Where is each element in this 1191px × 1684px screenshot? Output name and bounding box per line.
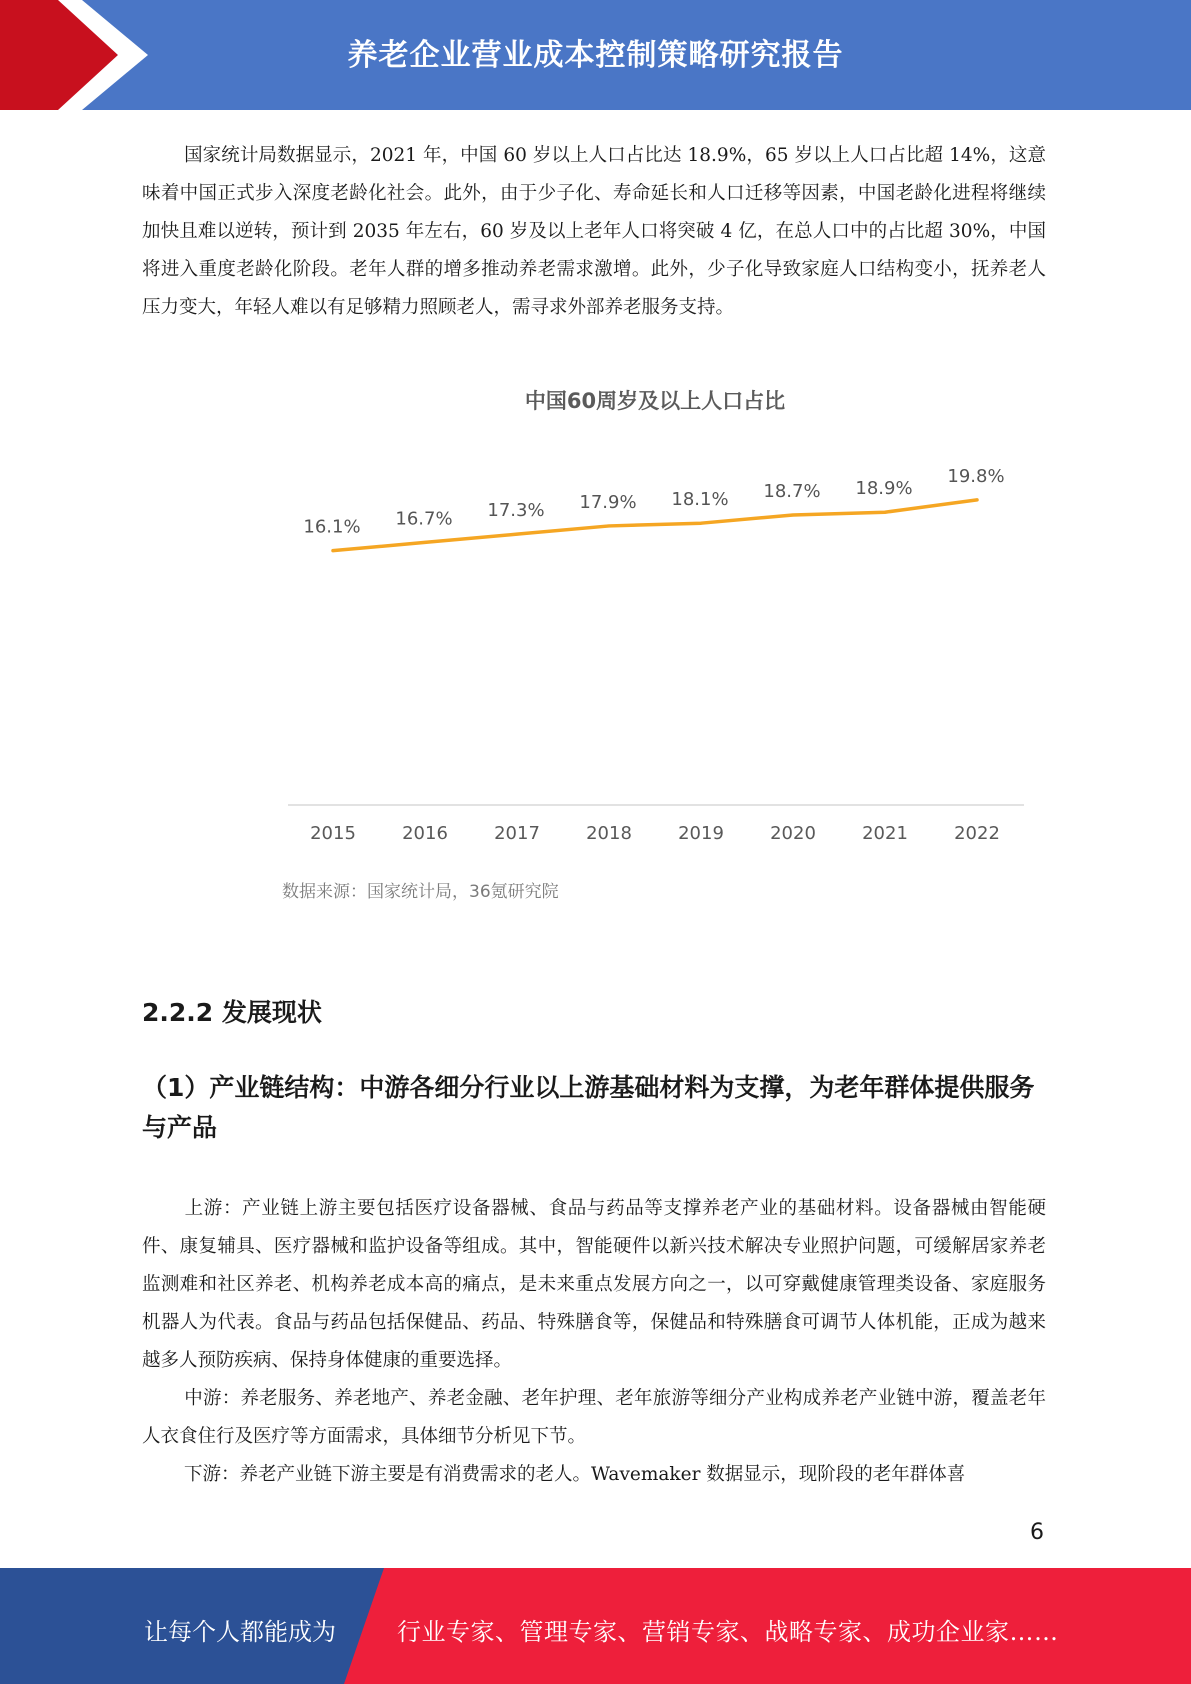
data-point xyxy=(792,513,795,516)
upstream-text: 上游：产业链上游主要包括医疗设备器械、食品与药品等支撑养老产业的基础材料。设备器械由智能硬件、康复辅具、医疗器械和监护设备等组成。其中，智能硬件以新兴技术解决专业照护问题，可缓解居家养老监测难和社区养老、机构养老成本高的痛点，是未来重点发展方向之一，以可穿戴健康管理类设备、家庭服务机器人为代表。食品与药品包括保健品、药品、特殊膳食等，保健品和特殊膳食可调节人体机能，正成为越来越多人预防疾病、保持身体健康的重要选择。 xyxy=(142,1198,1046,1371)
data-label: 16.7% xyxy=(395,508,453,530)
data-point xyxy=(332,549,335,552)
footer-slogan: 让每个人都能成为 xyxy=(144,1618,336,1646)
x-tick-label: 2016 xyxy=(402,823,448,844)
data-point xyxy=(700,522,703,525)
chart-source: 数据来源：国家统计局，36氪研究院 xyxy=(282,882,559,902)
data-point xyxy=(424,541,427,544)
upstream-paragraph xyxy=(142,1190,1046,1380)
downstream-paragraph xyxy=(142,1456,1046,1494)
data-label: 19.8% xyxy=(947,465,1005,487)
data-point xyxy=(884,511,887,514)
x-tick-label: 2019 xyxy=(678,823,724,844)
midstream-paragraph xyxy=(142,1380,1046,1456)
x-tick-label: 2020 xyxy=(770,823,816,844)
population-chart xyxy=(270,375,1030,905)
data-label: 17.3% xyxy=(487,500,545,522)
page-footer xyxy=(0,1568,1191,1684)
subsection-heading: （1）产业链结构：中游各细分行业以上游基础材料为支撑，为老年群体提供服务与产品 xyxy=(142,1073,1035,1142)
data-point xyxy=(976,498,979,501)
footer-roles: 行业专家、管理专家、营销专家、战略专家、成功企业家…… xyxy=(397,1618,1059,1646)
data-point xyxy=(516,533,519,536)
intro-text: 国家统计局数据显示，2021 年，中国 60 岁以上人口占比达 18.9%，65 岁以上人口占比超 14%，这意味着中国正式步入深度老龄化社会。此外，由于少子化、寿命延长和人口迁移等因素，中国老龄化进程将继续加快且难以逆转，预计到 2035 年左右，60 岁及以上老年人口将突破 4 亿，在总人口中的占比超 30%，中国将进入重度老龄化阶段。老年人群的增多推动养老需求激增。此外，少子化导致家庭人口结构变小，抚养老人压力变大，年轻人难以有足够精力照顾老人，需寻求外部养老服务支持。 xyxy=(142,145,1046,318)
data-label: 18.7% xyxy=(763,480,821,502)
report-title: 养老企业营业成本控制策略研究报告 xyxy=(347,38,844,73)
data-label: 18.9% xyxy=(855,478,913,500)
intro-paragraph xyxy=(142,137,1046,327)
downstream-text: 下游：养老产业链下游主要是有消费需求的老人。Wavemaker 数据显示，现阶段的老年群体喜 xyxy=(184,1464,966,1485)
chart-title: 中国60周岁及以上人口占比 xyxy=(524,389,786,413)
page-header xyxy=(0,0,1191,110)
x-tick-label: 2017 xyxy=(494,823,540,844)
page-number: 6 xyxy=(1030,1520,1044,1545)
x-tick-label: 2021 xyxy=(862,823,908,844)
x-tick-label: 2018 xyxy=(586,823,632,844)
data-label: 18.1% xyxy=(671,489,729,511)
x-tick-label: 2015 xyxy=(310,823,356,844)
section-heading: 2.2.2 发展现状 xyxy=(142,998,322,1027)
chart-canvas xyxy=(270,375,1030,875)
x-tick-label: 2022 xyxy=(954,823,1000,844)
data-point xyxy=(608,524,611,527)
data-label: 16.1% xyxy=(303,516,361,538)
midstream-text: 中游：养老服务、养老地产、养老金融、老年护理、老年旅游等细分产业构成养老产业链中游，覆盖老年人衣食住行及医疗等方面需求，具体细节分析见下节。 xyxy=(142,1388,1046,1447)
data-label: 17.9% xyxy=(579,491,637,513)
